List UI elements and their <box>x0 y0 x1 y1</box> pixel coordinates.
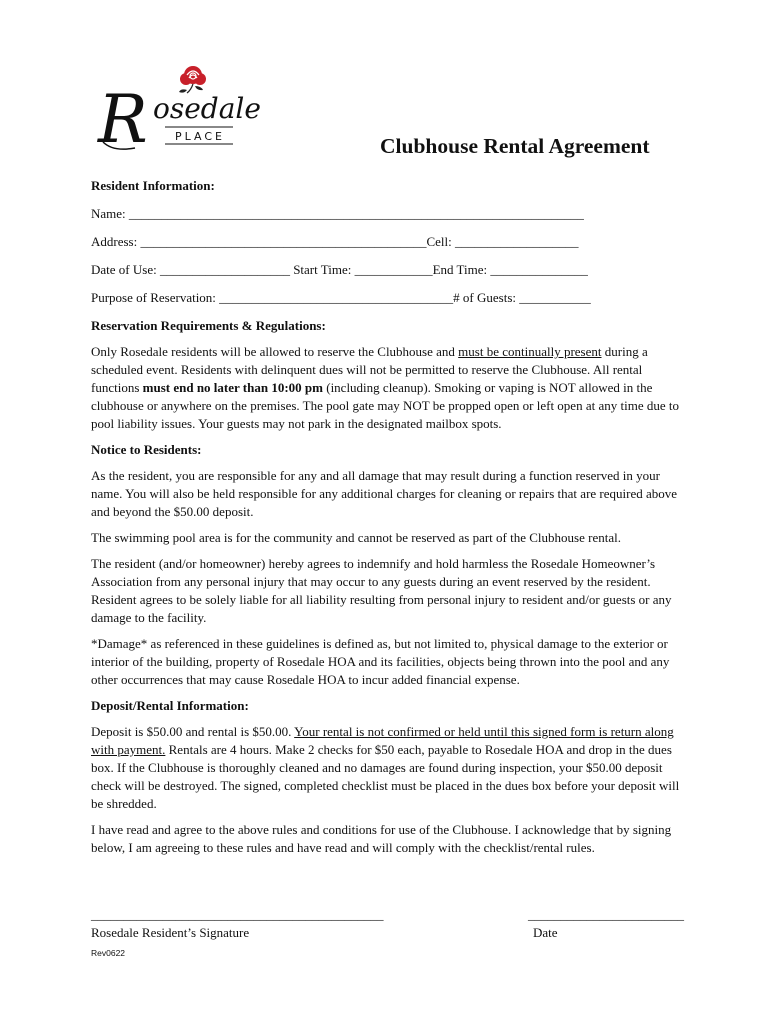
deposit-paragraph: Deposit is $50.00 and rental is $50.00. Your rental is not confirmed or held until this signed form is return along with payment. Rentals are 4 hours. Make 2 checks for $50 each, payable to Rosedale HOA and drop in the dues box. If the Clubhouse is thoroughly cleaned and no damages are found during inspection, your $50.00 deposit check will be destroyed. The signed, completed checklist must be placed in the dues box before your deposit will be shredded. <box>91 724 680 811</box>
notice-paragraph-4: *Damage* as referenced in these guidelines is defined as, but not limited to, physical damage to the exterior or interior of the building, property of Rosedale HOA and its facilities, objects being thrown into the pool and any other occurrences that may cause Rosedale HOA to incur added financial expense. <box>91 636 670 687</box>
date-label: Date <box>533 925 558 940</box>
address-field[interactable]: Address: ____________________________________________Cell: ___________________ <box>91 234 579 249</box>
signature-line[interactable]: _____________________________________________ <box>91 907 384 922</box>
svg-text:osedale: osedale <box>153 92 260 125</box>
signature-label: Rosedale Resident’s Signature <box>91 925 250 940</box>
agreement-paragraph: I have read and agree to the above rules and conditions for use of the Clubhouse. I acknowledge that by signing below, I am agreeing to these rules and have read and will comply with the checklist/rental rules. <box>91 822 672 855</box>
resident-info-heading: Resident Information: <box>91 178 215 193</box>
svg-text:R: R <box>98 81 148 158</box>
page-title: Clubhouse Rental Agreement <box>380 134 650 158</box>
requirements-heading: Reservation Requirements & Regulations: <box>91 318 326 333</box>
rosedale-logo <box>95 62 260 162</box>
name-field[interactable]: Name: ______________________________________________________________________ <box>91 206 584 221</box>
date-of-use-field[interactable]: Date of Use: ____________________ Start Time: ____________End Time: _______________ <box>91 262 588 277</box>
notice-paragraph-3: The resident (and/or homeowner) hereby agrees to indemnify and hold harmless the Rosedale Homeowner’s Association from any personal injury that may occur to any guests during an event reserved by the resident. Resident agrees to be solely liable for all liability resulting from personal injury to resident and/or guests or any damage to the facility. <box>91 556 672 625</box>
date-line[interactable]: ________________________ <box>528 907 684 922</box>
svg-text:PLACE: PLACE <box>175 130 225 143</box>
rose-icon <box>95 62 260 162</box>
notice-heading: Notice to Residents: <box>91 442 202 457</box>
notice-paragraph-2: The swimming pool area is for the community and cannot be reserved as part of the Clubhouse rental. <box>91 530 621 545</box>
notice-paragraph-1: As the resident, you are responsible for any and all damage that may result during a function reserved in your name. You will also be held responsible for any additional charges for cleaning or repairs that are required above and beyond the $50.00 deposit. <box>91 468 678 519</box>
revision-code: Rev0622 <box>91 948 126 958</box>
deposit-heading: Deposit/Rental Information: <box>91 698 249 713</box>
requirements-paragraph: Only Rosedale residents will be allowed to reserve the Clubhouse and must be continually present during a scheduled event. Residents with delinquent dues will not be permitted to reserve the Clubhouse. All rental functions must end no later than 10:00 pm (including cleanup). Smoking or vaping is NOT allowed in the clubhouse or anywhere on the premises. The pool gate may NOT be propped open or left open at any time due to pool liability issues. Your guests may not park in the designated mailbox spots. <box>91 344 679 431</box>
form-content <box>91 177 691 857</box>
purpose-field[interactable]: Purpose of Reservation: ____________________________________# of Guests: ___________ <box>91 290 591 305</box>
